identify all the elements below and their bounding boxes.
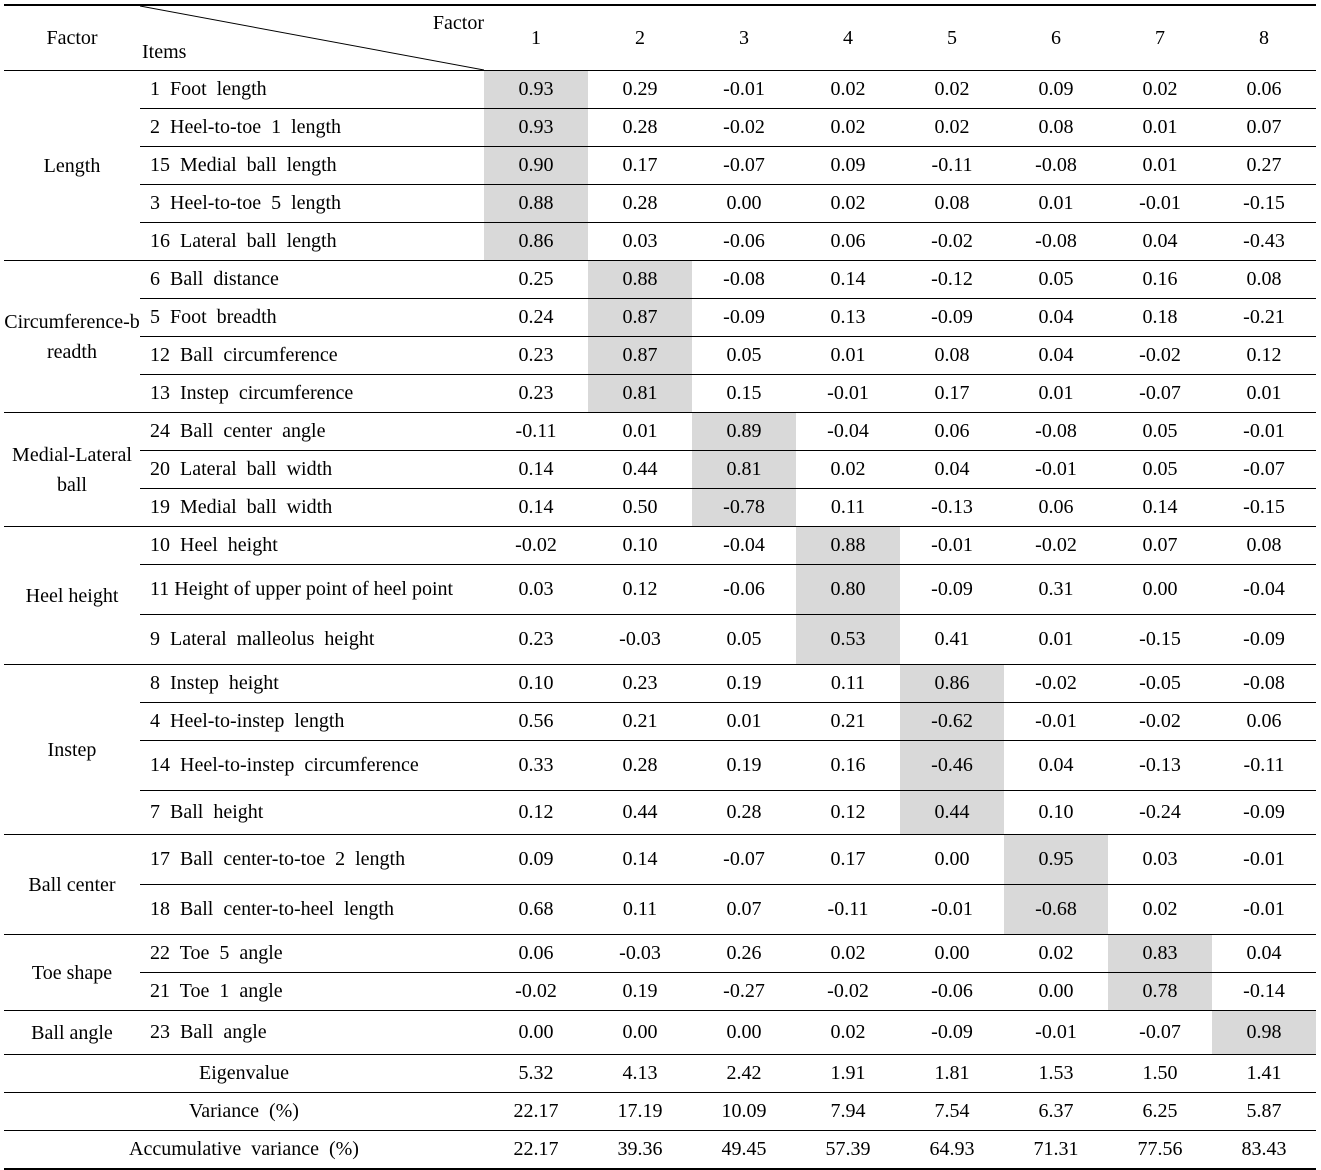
loading-cell: 0.44 <box>588 791 692 835</box>
loading-cell: -0.06 <box>692 565 796 615</box>
loading-cell: 0.19 <box>692 741 796 791</box>
highlighted-loading-cell: 0.98 <box>1212 1011 1316 1055</box>
loading-cell: -0.07 <box>1108 1011 1212 1055</box>
item-label: 4 Heel-to-instep length <box>140 703 484 741</box>
summary-value: 71.31 <box>1004 1131 1108 1169</box>
loading-cell: -0.15 <box>1212 185 1316 223</box>
loading-cell: 0.06 <box>484 935 588 973</box>
summary-value: 6.37 <box>1004 1093 1108 1131</box>
table-row <box>4 665 1316 703</box>
loading-cell: 0.01 <box>1004 185 1108 223</box>
loading-cell: -0.13 <box>900 489 1004 527</box>
loading-cell: 0.00 <box>692 1011 796 1055</box>
loading-cell: 0.19 <box>588 973 692 1011</box>
loading-cell: 0.08 <box>900 185 1004 223</box>
loading-cell: -0.08 <box>1004 413 1108 451</box>
item-label: 8 Instep height <box>140 665 484 703</box>
loading-cell: -0.13 <box>1108 741 1212 791</box>
loading-cell: 0.18 <box>1108 299 1212 337</box>
loading-cell: 0.08 <box>1212 527 1316 565</box>
loading-cell: 0.02 <box>796 451 900 489</box>
loading-cell: 0.02 <box>900 71 1004 109</box>
item-label: 21 Toe 1 angle <box>140 973 484 1011</box>
col-header: 5 <box>900 5 1004 71</box>
item-label: 18 Ball center-to-heel length <box>140 885 484 935</box>
table-row <box>4 375 1316 413</box>
loading-cell: 0.14 <box>484 489 588 527</box>
loading-cell: 0.09 <box>1004 71 1108 109</box>
summary-value: 77.56 <box>1108 1131 1212 1169</box>
summary-label: Eigenvalue <box>4 1055 484 1093</box>
loading-cell: 0.02 <box>900 109 1004 147</box>
loading-cell: 0.24 <box>484 299 588 337</box>
highlighted-loading-cell: 0.80 <box>796 565 900 615</box>
loading-cell: 0.41 <box>900 615 1004 665</box>
table-row <box>4 935 1316 973</box>
summary-value: 49.45 <box>692 1131 796 1169</box>
loading-cell: 0.56 <box>484 703 588 741</box>
loading-cell: 0.01 <box>692 703 796 741</box>
loading-cell: 0.50 <box>588 489 692 527</box>
item-label: 20 Lateral ball width <box>140 451 484 489</box>
item-label: 7 Ball height <box>140 791 484 835</box>
col-header: 6 <box>1004 5 1108 71</box>
loading-cell: -0.08 <box>1004 147 1108 185</box>
loading-cell: 0.12 <box>588 565 692 615</box>
header-row <box>4 5 1316 71</box>
table-body <box>4 71 1316 1169</box>
loading-cell: -0.01 <box>1004 703 1108 741</box>
loading-cell: 0.33 <box>484 741 588 791</box>
loading-cell: 0.00 <box>484 1011 588 1055</box>
loading-cell: -0.07 <box>1108 375 1212 413</box>
item-label: 15 Medial ball length <box>140 147 484 185</box>
loading-cell: -0.06 <box>900 973 1004 1011</box>
loading-cell: 0.11 <box>796 665 900 703</box>
loading-cell: -0.03 <box>588 615 692 665</box>
loading-cell: 0.08 <box>1212 261 1316 299</box>
loading-cell: 0.06 <box>1212 71 1316 109</box>
table-row <box>4 185 1316 223</box>
loading-cell: -0.01 <box>900 527 1004 565</box>
table-row <box>4 703 1316 741</box>
loading-cell: -0.02 <box>796 973 900 1011</box>
item-label: 9 Lateral malleolus height <box>140 615 484 665</box>
loading-cell: -0.15 <box>1108 615 1212 665</box>
loading-cell: 0.05 <box>692 337 796 375</box>
summary-value: 22.17 <box>484 1093 588 1131</box>
loading-cell: 0.06 <box>1004 489 1108 527</box>
highlighted-loading-cell: 0.88 <box>484 185 588 223</box>
highlighted-loading-cell: 0.90 <box>484 147 588 185</box>
loading-cell: 0.23 <box>484 375 588 413</box>
table-row <box>4 147 1316 185</box>
loading-cell: 0.05 <box>1108 413 1212 451</box>
loading-cell: 0.07 <box>1108 527 1212 565</box>
factor-group-label: Heel height <box>4 527 140 665</box>
loading-cell: 0.03 <box>484 565 588 615</box>
item-label: 5 Foot breadth <box>140 299 484 337</box>
item-label: 17 Ball center-to-toe 2 length <box>140 835 484 885</box>
loading-cell: 0.15 <box>692 375 796 413</box>
highlighted-loading-cell: 0.95 <box>1004 835 1108 885</box>
loading-cell: 0.04 <box>900 451 1004 489</box>
loading-cell: 0.01 <box>1212 375 1316 413</box>
summary-value: 2.42 <box>692 1055 796 1093</box>
loading-cell: -0.11 <box>484 413 588 451</box>
loading-cell: -0.06 <box>692 223 796 261</box>
factor-header: Factor <box>4 5 140 71</box>
table-row <box>4 109 1316 147</box>
loading-cell: 0.16 <box>1108 261 1212 299</box>
summary-value: 64.93 <box>900 1131 1004 1169</box>
loading-cell: -0.09 <box>1212 615 1316 665</box>
loading-cell: 0.23 <box>588 665 692 703</box>
loading-cell: 0.14 <box>796 261 900 299</box>
table-row <box>4 299 1316 337</box>
loading-cell: 0.02 <box>796 1011 900 1055</box>
item-label: 1 Foot length <box>140 71 484 109</box>
loading-cell: 0.28 <box>692 791 796 835</box>
summary-label: Variance (%) <box>4 1093 484 1131</box>
loading-cell: 0.01 <box>588 413 692 451</box>
loading-cell: 0.02 <box>796 71 900 109</box>
col-header: 2 <box>588 5 692 71</box>
loading-cell: -0.01 <box>1108 185 1212 223</box>
item-label: 22 Toe 5 angle <box>140 935 484 973</box>
loading-cell: -0.04 <box>1212 565 1316 615</box>
highlighted-loading-cell: 0.81 <box>588 375 692 413</box>
loading-cell: -0.09 <box>692 299 796 337</box>
loading-cell: 0.06 <box>900 413 1004 451</box>
loading-cell: -0.02 <box>1108 337 1212 375</box>
table-row <box>4 71 1316 109</box>
summary-value: 5.32 <box>484 1055 588 1093</box>
loading-cell: 0.00 <box>1108 565 1212 615</box>
col-header: 8 <box>1212 5 1316 71</box>
table-row <box>4 741 1316 791</box>
loading-cell: 0.06 <box>1212 703 1316 741</box>
loading-cell: -0.07 <box>692 147 796 185</box>
diagonal-items-label: Items <box>142 41 187 63</box>
loading-cell: 0.03 <box>588 223 692 261</box>
table-row <box>4 261 1316 299</box>
summary-value: 22.17 <box>484 1131 588 1169</box>
loading-cell: -0.01 <box>1212 885 1316 935</box>
table-row <box>4 489 1316 527</box>
table-row <box>4 527 1316 565</box>
loading-cell: -0.02 <box>1004 527 1108 565</box>
loading-cell: 0.06 <box>796 223 900 261</box>
loading-cell: -0.05 <box>1108 665 1212 703</box>
table-row <box>4 835 1316 885</box>
loading-cell: -0.02 <box>484 527 588 565</box>
factor-group-label: Toe shape <box>4 935 140 1011</box>
loading-cell: -0.15 <box>1212 489 1316 527</box>
item-label: 12 Ball circumference <box>140 337 484 375</box>
loading-cell: 0.11 <box>588 885 692 935</box>
loading-cell: 0.05 <box>1004 261 1108 299</box>
loading-cell: -0.01 <box>900 885 1004 935</box>
loading-cell: 0.11 <box>796 489 900 527</box>
factor-group-label: Instep <box>4 665 140 835</box>
loading-cell: -0.43 <box>1212 223 1316 261</box>
loading-cell: -0.24 <box>1108 791 1212 835</box>
loading-cell: -0.04 <box>796 413 900 451</box>
factor-group-label: Ball center <box>4 835 140 935</box>
loading-cell: 0.44 <box>588 451 692 489</box>
highlighted-loading-cell: 0.87 <box>588 299 692 337</box>
loading-cell: 0.04 <box>1108 223 1212 261</box>
loading-cell: -0.08 <box>1004 223 1108 261</box>
summary-value: 7.94 <box>796 1093 900 1131</box>
highlighted-loading-cell: 0.44 <box>900 791 1004 835</box>
highlighted-loading-cell: -0.46 <box>900 741 1004 791</box>
loading-cell: 0.12 <box>484 791 588 835</box>
summary-value: 5.87 <box>1212 1093 1316 1131</box>
loading-cell: -0.09 <box>900 299 1004 337</box>
summary-value: 10.09 <box>692 1093 796 1131</box>
highlighted-loading-cell: 0.86 <box>484 223 588 261</box>
loading-cell: 0.02 <box>1108 885 1212 935</box>
loading-cell: 0.08 <box>900 337 1004 375</box>
loading-cell: -0.21 <box>1212 299 1316 337</box>
loading-cell: 0.04 <box>1004 299 1108 337</box>
loading-cell: 0.05 <box>692 615 796 665</box>
summary-value: 1.91 <box>796 1055 900 1093</box>
summary-value: 1.41 <box>1212 1055 1316 1093</box>
loading-cell: -0.01 <box>1004 1011 1108 1055</box>
loading-cell: 0.00 <box>1004 973 1108 1011</box>
loading-cell: 0.21 <box>796 703 900 741</box>
loading-cell: 0.02 <box>1108 71 1212 109</box>
loading-cell: 0.14 <box>484 451 588 489</box>
loading-cell: 0.00 <box>900 935 1004 973</box>
loading-cell: -0.08 <box>1212 665 1316 703</box>
loading-cell: 0.08 <box>1004 109 1108 147</box>
loading-cell: 0.12 <box>1212 337 1316 375</box>
factor-group-label: Medial-Lateral ball <box>4 413 140 527</box>
loading-cell: 0.29 <box>588 71 692 109</box>
loading-cell: 0.17 <box>796 835 900 885</box>
item-label: 16 Lateral ball length <box>140 223 484 261</box>
factor-group-label: Circumference-breadth <box>4 261 140 413</box>
loading-cell: -0.01 <box>1212 413 1316 451</box>
loading-cell: 0.02 <box>796 185 900 223</box>
table-row <box>4 615 1316 665</box>
loading-cell: -0.02 <box>692 109 796 147</box>
loading-cell: -0.04 <box>692 527 796 565</box>
summary-value: 4.13 <box>588 1055 692 1093</box>
table-row <box>4 413 1316 451</box>
item-label: 10 Heel height <box>140 527 484 565</box>
loading-cell: -0.09 <box>1212 791 1316 835</box>
summary-value: 6.25 <box>1108 1093 1212 1131</box>
loading-cell: 0.68 <box>484 885 588 935</box>
loading-cell: -0.09 <box>900 1011 1004 1055</box>
table-row <box>4 451 1316 489</box>
summary-row <box>4 1055 1316 1093</box>
loading-cell: -0.08 <box>692 261 796 299</box>
loading-cell: 0.07 <box>692 885 796 935</box>
item-label: 23 Ball angle <box>140 1011 484 1055</box>
loading-cell: 0.09 <box>484 835 588 885</box>
loading-cell: 0.05 <box>1108 451 1212 489</box>
table-row <box>4 791 1316 835</box>
loading-cell: 0.13 <box>796 299 900 337</box>
summary-value: 57.39 <box>796 1131 900 1169</box>
loading-cell: 0.10 <box>484 665 588 703</box>
loading-cell: -0.01 <box>796 375 900 413</box>
loading-cell: 0.03 <box>1108 835 1212 885</box>
summary-row <box>4 1131 1316 1169</box>
loading-cell: -0.11 <box>1212 741 1316 791</box>
loading-cell: -0.01 <box>1004 451 1108 489</box>
table-row <box>4 1011 1316 1055</box>
loading-cell: 0.00 <box>692 185 796 223</box>
loading-cell: -0.11 <box>796 885 900 935</box>
item-label: 24 Ball center angle <box>140 413 484 451</box>
summary-row <box>4 1093 1316 1131</box>
loading-cell: -0.12 <box>900 261 1004 299</box>
highlighted-loading-cell: 0.87 <box>588 337 692 375</box>
table-row <box>4 337 1316 375</box>
summary-value: 17.19 <box>588 1093 692 1131</box>
loading-cell: 0.31 <box>1004 565 1108 615</box>
highlighted-loading-cell: -0.62 <box>900 703 1004 741</box>
loading-cell: 0.04 <box>1212 935 1316 973</box>
loading-cell: 0.01 <box>796 337 900 375</box>
summary-value: 7.54 <box>900 1093 1004 1131</box>
factor-loading-table <box>4 4 1316 1170</box>
loading-cell: -0.14 <box>1212 973 1316 1011</box>
loading-cell: 0.17 <box>900 375 1004 413</box>
highlighted-loading-cell: 0.88 <box>796 527 900 565</box>
loading-cell: 0.01 <box>1004 375 1108 413</box>
highlighted-loading-cell: 0.81 <box>692 451 796 489</box>
highlighted-loading-cell: 0.86 <box>900 665 1004 703</box>
loading-cell: -0.02 <box>1108 703 1212 741</box>
summary-value: 1.53 <box>1004 1055 1108 1093</box>
loading-cell: 0.02 <box>1004 935 1108 973</box>
loading-cell: 0.27 <box>1212 147 1316 185</box>
highlighted-loading-cell: -0.68 <box>1004 885 1108 935</box>
highlighted-loading-cell: 0.53 <box>796 615 900 665</box>
summary-value: 1.50 <box>1108 1055 1212 1093</box>
col-header: 4 <box>796 5 900 71</box>
diagonal-header-cell <box>140 5 484 71</box>
col-header: 7 <box>1108 5 1212 71</box>
loading-cell: -0.01 <box>1212 835 1316 885</box>
factor-group-label: Ball angle <box>4 1011 140 1055</box>
loading-cell: -0.02 <box>1004 665 1108 703</box>
loading-cell: 0.00 <box>588 1011 692 1055</box>
loading-cell: 0.07 <box>1212 109 1316 147</box>
loading-cell: 0.12 <box>796 791 900 835</box>
loading-cell: 0.19 <box>692 665 796 703</box>
item-label: 6 Ball distance <box>140 261 484 299</box>
loading-cell: 0.23 <box>484 337 588 375</box>
highlighted-loading-cell: -0.78 <box>692 489 796 527</box>
loading-cell: 0.23 <box>484 615 588 665</box>
highlighted-loading-cell: 0.88 <box>588 261 692 299</box>
diagonal-factor-label: Factor <box>432 12 484 34</box>
item-label: 19 Medial ball width <box>140 489 484 527</box>
summary-label: Accumulative variance (%) <box>4 1131 484 1169</box>
item-label: 14 Heel-to-instep circumference <box>140 741 484 791</box>
table-row <box>4 223 1316 261</box>
loading-cell: -0.09 <box>900 565 1004 615</box>
highlighted-loading-cell: 0.78 <box>1108 973 1212 1011</box>
loading-cell: -0.02 <box>484 973 588 1011</box>
table-row <box>4 973 1316 1011</box>
table-row <box>4 885 1316 935</box>
loading-cell: 0.04 <box>1004 337 1108 375</box>
loading-cell: 0.25 <box>484 261 588 299</box>
loading-cell: 0.01 <box>1004 615 1108 665</box>
loading-cell: 0.16 <box>796 741 900 791</box>
item-label: 13 Instep circumference <box>140 375 484 413</box>
summary-value: 1.81 <box>900 1055 1004 1093</box>
loading-cell: 0.01 <box>1108 147 1212 185</box>
loading-cell: 0.14 <box>588 835 692 885</box>
highlighted-loading-cell: 0.93 <box>484 71 588 109</box>
col-header: 3 <box>692 5 796 71</box>
loading-cell: 0.28 <box>588 109 692 147</box>
summary-value: 39.36 <box>588 1131 692 1169</box>
loading-cell: 0.28 <box>588 741 692 791</box>
highlighted-loading-cell: 0.83 <box>1108 935 1212 973</box>
highlighted-loading-cell: 0.89 <box>692 413 796 451</box>
loading-cell: 0.28 <box>588 185 692 223</box>
loading-cell: 0.02 <box>796 109 900 147</box>
loading-cell: 0.00 <box>900 835 1004 885</box>
loading-cell: 0.17 <box>588 147 692 185</box>
loading-cell: -0.27 <box>692 973 796 1011</box>
loading-cell: 0.04 <box>1004 741 1108 791</box>
loading-cell: 0.10 <box>1004 791 1108 835</box>
loading-cell: -0.11 <box>900 147 1004 185</box>
summary-value: 83.43 <box>1212 1131 1316 1169</box>
loading-cell: -0.07 <box>692 835 796 885</box>
highlighted-loading-cell: 0.93 <box>484 109 588 147</box>
loading-cell: 0.10 <box>588 527 692 565</box>
item-label: 11 Height of upper point of heel point <box>140 565 484 615</box>
loading-cell: -0.01 <box>692 71 796 109</box>
item-label: 2 Heel-to-toe 1 length <box>140 109 484 147</box>
loading-cell: 0.26 <box>692 935 796 973</box>
factor-group-label: Length <box>4 71 140 261</box>
loading-cell: -0.03 <box>588 935 692 973</box>
loading-cell: 0.01 <box>1108 109 1212 147</box>
loading-cell: 0.09 <box>796 147 900 185</box>
table-row <box>4 565 1316 615</box>
loading-cell: 0.14 <box>1108 489 1212 527</box>
col-header: 1 <box>484 5 588 71</box>
item-label: 3 Heel-to-toe 5 length <box>140 185 484 223</box>
loading-cell: 0.21 <box>588 703 692 741</box>
loading-cell: 0.02 <box>796 935 900 973</box>
loading-cell: -0.02 <box>900 223 1004 261</box>
loading-cell: -0.07 <box>1212 451 1316 489</box>
